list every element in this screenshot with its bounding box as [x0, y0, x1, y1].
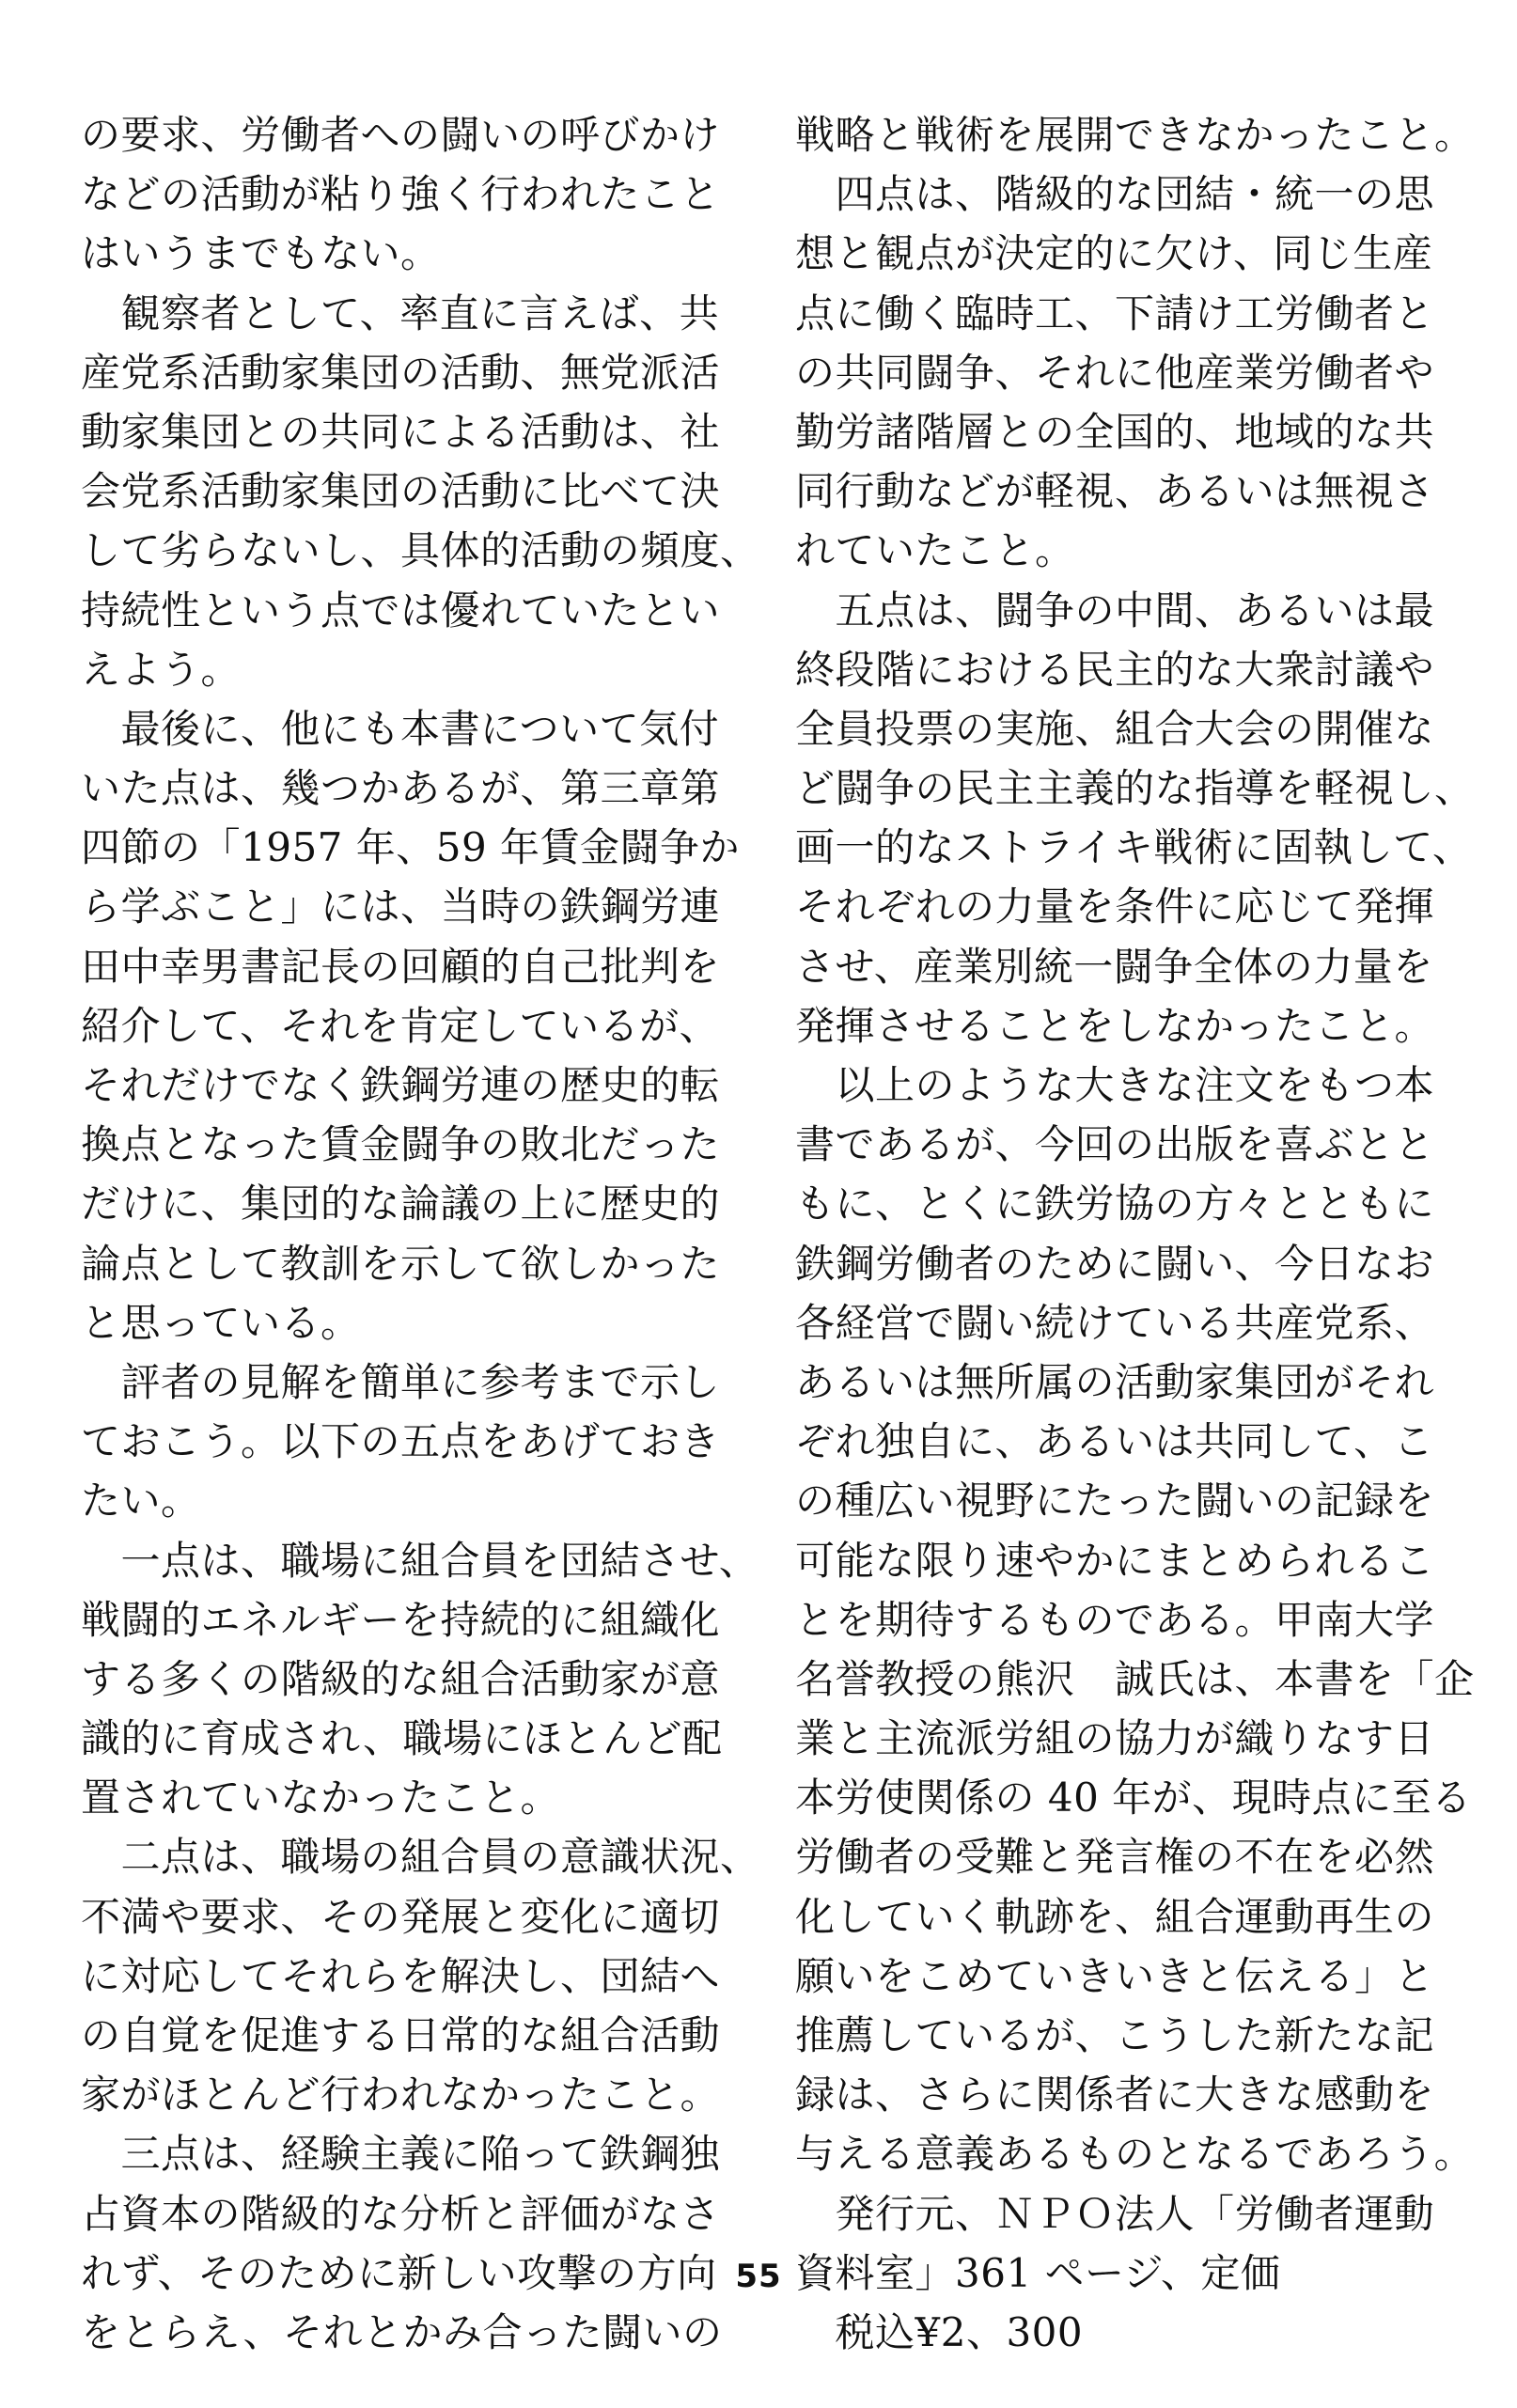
text-line: 鉄鋼労働者のために闘い、今日なお — [795, 1240, 1435, 1287]
text-line: 三点は、経験主義に陥って鉄鋼独 — [81, 2131, 721, 2178]
text-line: 評者の見解を簡単に参考まで示し — [81, 1358, 721, 1405]
text-line: ぞれ独自に、あるいは共同して、こ — [795, 1418, 1434, 1465]
text-line: 動家集団との共同による活動は、社 — [81, 408, 721, 455]
text-line: 各経営で闘い続けている共産党系、 — [795, 1299, 1435, 1346]
text-line: 労働者の受難と発言権の不在を必然 — [795, 1834, 1435, 1881]
text-line: などの活動が粘り強く行われたこと — [81, 171, 721, 218]
text-line: 不満や要求、その発展と変化に適切 — [81, 1893, 721, 1940]
left-text-column — [81, 105, 758, 2362]
text-line: ど闘争の民主主義的な指導を軽視し、 — [795, 765, 1475, 812]
text-line: いた点は、幾つかあるが、第三章第 — [81, 765, 721, 812]
text-line: の要求、労働者への闘いの呼びかけ — [81, 112, 721, 158]
text-line: させ、産業別統一闘争全体の力量を — [795, 943, 1433, 990]
text-line: 田中幸男書記長の回顧的自己批判を — [81, 943, 721, 990]
text-line: 想と観点が決定的に欠け、同じ生産 — [795, 230, 1433, 277]
text-line: 画一的なストライキ戦術に固執して、 — [795, 824, 1473, 871]
text-line: 持続性という点では優れていたとい — [81, 586, 721, 633]
text-line: 五点は、闘争の中間、あるいは最 — [795, 586, 1435, 633]
text-line: れていたこと。 — [795, 527, 1075, 574]
text-line: えよう。 — [81, 646, 242, 693]
text-line: はいうまでもない。 — [81, 230, 441, 277]
text-line: 業と主流派労組の協力が織りなす日 — [795, 1715, 1435, 1762]
text-line: 発行元、ＮＰＯ法人「労働者運動 — [795, 2190, 1435, 2237]
text-line: 本労使関係の 40 年が、現時点に至る — [795, 1775, 1472, 1822]
text-line: 換点となった賃金闘争の敗北だった — [81, 1121, 721, 1168]
text-line: 推薦しているが、こうした新たな記 — [795, 2012, 1435, 2058]
text-line: して劣らないし、具体的活動の頻度、 — [81, 527, 760, 574]
text-line: 二点は、職場の組合員の意識状況、 — [81, 1834, 760, 1881]
text-line: 書であるが、今回の出版を喜ぶとと — [795, 1121, 1435, 1168]
text-line: 発揮させることをしなかったこと。 — [795, 1002, 1435, 1049]
text-line: 紹介して、それを肯定しているが、 — [81, 1002, 720, 1049]
text-line: たい。 — [81, 1478, 201, 1525]
text-line: 願いをこめていきいきと伝える」と — [795, 1952, 1435, 1999]
text-line: の共同闘争、それに他産業労働者や — [795, 349, 1435, 396]
text-line: 四節の「1957 年、59 年賃金闘争か — [81, 824, 741, 871]
text-line: 点に働く臨時工、下請け工労働者と — [795, 289, 1435, 336]
text-line: に対応してそれらを解決し、団結へ — [81, 1952, 721, 1999]
text-line: 名誉教授の熊沢 誠氏は、本書を「企 — [795, 1655, 1475, 1702]
text-line: 四点は、階級的な団結・統一の思 — [795, 171, 1435, 218]
text-line: 終段階における民主的な大衆討議や — [795, 646, 1435, 693]
text-line: 会党系活動家集団の活動に比べて決 — [81, 468, 721, 515]
text-line: 資料室」361 ページ、定価 — [795, 2249, 1281, 2296]
text-line: それぞれの力量を条件に応じて発揮 — [795, 883, 1435, 930]
text-line: とを期待するものである。甲南大学 — [795, 1596, 1435, 1643]
text-line: 占資本の階級的な分析と評価がなさ — [81, 2190, 721, 2237]
text-line: する多くの階級的な組合活動家が意 — [81, 1655, 721, 1702]
text-line: の種広い視野にたった闘いの記録を — [795, 1478, 1435, 1525]
text-line: の自覚を促進する日常的な組合活動 — [81, 2012, 721, 2058]
text-line: 以上のような大きな注文をもつ本 — [795, 1062, 1435, 1108]
text-line: 一点は、職場に組合員を団結させ、 — [81, 1537, 759, 1584]
text-line: ておこう。以下の五点をあげておき — [81, 1418, 721, 1465]
text-line: 全員投票の実施、組合大会の開催な — [795, 705, 1435, 752]
text-line: れず、そのために新しい攻撃の方向 — [81, 2249, 717, 2296]
text-line: と思っている。 — [81, 1299, 361, 1346]
page-number: 55 — [735, 2258, 782, 2295]
text-line: 観察者として、率直に言えば、共 — [81, 289, 720, 336]
text-line: 戦略と戦術を展開できなかったこと。 — [795, 112, 1475, 158]
text-line: 同行動などが軽視、あるいは無視さ — [795, 468, 1435, 515]
text-line: ら学ぶこと」には、当時の鉄鋼労連 — [81, 883, 721, 930]
text-line: 家がほとんど行われなかったこと。 — [81, 2072, 721, 2119]
text-line: をとらえ、それとかみ合った闘いの — [81, 2308, 723, 2355]
text-line: もに、とくに鉄労協の方々とともに — [795, 1181, 1435, 1227]
text-line: 論点として教訓を示して欲しかった — [81, 1240, 721, 1287]
text-line: 戦闘的エネルギーを持続的に組織化 — [81, 1596, 721, 1643]
right-text-column — [795, 105, 1479, 2362]
text-line: 最後に、他にも本書について気付 — [81, 705, 720, 752]
text-line: 税込¥2、300 — [795, 2308, 1084, 2355]
text-line: だけに、集団的な論議の上に歴史的 — [81, 1181, 721, 1227]
text-line: 化していく軌跡を、組合運動再生の — [795, 1893, 1435, 1940]
text-line: 可能な限り速やかにまとめられるこ — [795, 1537, 1435, 1584]
text-line: 産党系活動家集団の活動、無党派活 — [81, 349, 721, 396]
text-line: あるいは無所属の活動家集団がそれ — [795, 1358, 1435, 1405]
text-line: 識的に育成され、職場にほとんど配 — [81, 1715, 723, 1762]
text-line: 録は、さらに関係者に大きな感動を — [795, 2072, 1435, 2119]
text-line: それだけでなく鉄鋼労連の歴史的転 — [81, 1062, 721, 1108]
text-line: 勤労諸階層との全国的、地域的な共 — [795, 408, 1435, 455]
text-line: 置されていなかったこと。 — [81, 1775, 561, 1822]
text-line: 与える意義あるものとなるであろう。 — [795, 2131, 1475, 2178]
